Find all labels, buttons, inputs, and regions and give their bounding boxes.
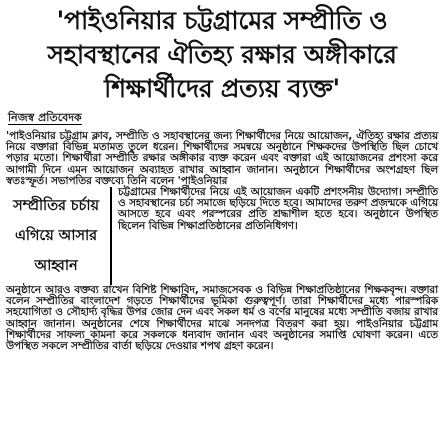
pull-quote-text: সম্প্রীতির চর্চায় এগিয়ে আসার আহ্বান <box>13 198 99 275</box>
article-paragraph-2: চট্টগ্রামের শিক্ষার্থীদের নিয়ে এই আয়োজন একটি প্রশংসনীয় উদ্যোগ। সম্প্রীতি ও সহাবস্থানের চর্চা সমাজে ছড়িয়ে দিতে হবে। আমাদের তরুণ প্রজন্মকে এগিয়ে আসতে হবে এবং পরস্পরের প্রতি শ্রদ্ধাশীল হতে হবে। অনুষ্ঠানে উপস্থিত ছিলেন বিভিন্ন শিক্ষাপ্রতিষ্ঠানের প্রতিনিধিগণ। <box>118 186 438 232</box>
article-paragraph-1: 'পাইওনিয়ার চট্টগ্রাম ক্লাব, সম্প্রীতি ও সহাবস্থানের জন্য শিক্ষার্থীদের নিয়ে আয়োজন, ঐতিহ্য রক্ষার প্রত্যয় নিয়ে বক্তারা বিভিন্ন মতামত তুলে ধরেন। শিক্ষার্থীদের সমন্বয়ে অনুষ্ঠানে শিক্ষকদের উপস্থিতি ছিল চোখে পড়ার মতো। শিক্ষার্থীরা সম্প্রীতি রক্ষার অঙ্গীকার ব্যক্ত করেন এবং বক্তারা এই আয়োজনের প্রশংসা করে আগামী দিনে এমন আয়োজন অব্যাহত রাখার আহ্বান জানান। অনুষ্ঠানে শিক্ষার্থীদের অংশগ্রহণ ছিল স্বতঃস্ফূর্ত। সভাপতির বক্তব্যে তিনি বলেন 'পাইওনিয়ার <box>6 130 438 187</box>
article-mid-section <box>6 187 438 285</box>
article-byline: নিজস্ব প্রতিবেদক <box>8 111 82 124</box>
article-headline: 'পাইওনিয়ার চট্টগ্রামের সম্প্রীতি ও সহাবস্থানের ঐতিহ্য রক্ষার অঙ্গীকারে শিক্ষার্থীদের প্রত্যয় ব্যক্ত' <box>47 6 397 103</box>
article-paragraph-3: অনুষ্ঠানে আরও বক্তব্য রাখেন বিশিষ্ট শিক্ষাবিদ, সমাজসেবক ও বিভিন্ন শিক্ষাপ্রতিষ্ঠানের শিক্ষকবৃন্দ। বক্তারা বলেন সম্প্রীতির বাংলাদেশ গড়তে শিক্ষার্থীদের ভূমিকা গুরুত্বপূর্ণ। তারা শিক্ষার্থীদের মধ্যে পারস্পরিক সহযোগিতা ও সৌহার্দ্য বৃদ্ধির উপর জোর দেন এবং সকল ধর্ম ও বর্ণের মানুষের মধ্যে সম্প্রীতি বজায় রাখার আহ্বান জানান। অনুষ্ঠানের শেষে শিক্ষার্থীদের মাঝে সনদপত্র বিতরণ করা হয়। পাইওনিয়ার চট্টগ্রাম শিক্ষার্থীদের সাফল্য কামনা করে সকলকে ধন্যবাদ জানান এবং অনুষ্ঠানের সমাপ্তি ঘোষণা করেন। এতে উপস্থিত সকলে সম্প্রীতির বার্তা ছড়িয়ে দেওয়ার শপথ গ্রহণ করেন। <box>6 284 438 353</box>
article-body <box>6 131 438 352</box>
pull-quote <box>6 187 112 285</box>
